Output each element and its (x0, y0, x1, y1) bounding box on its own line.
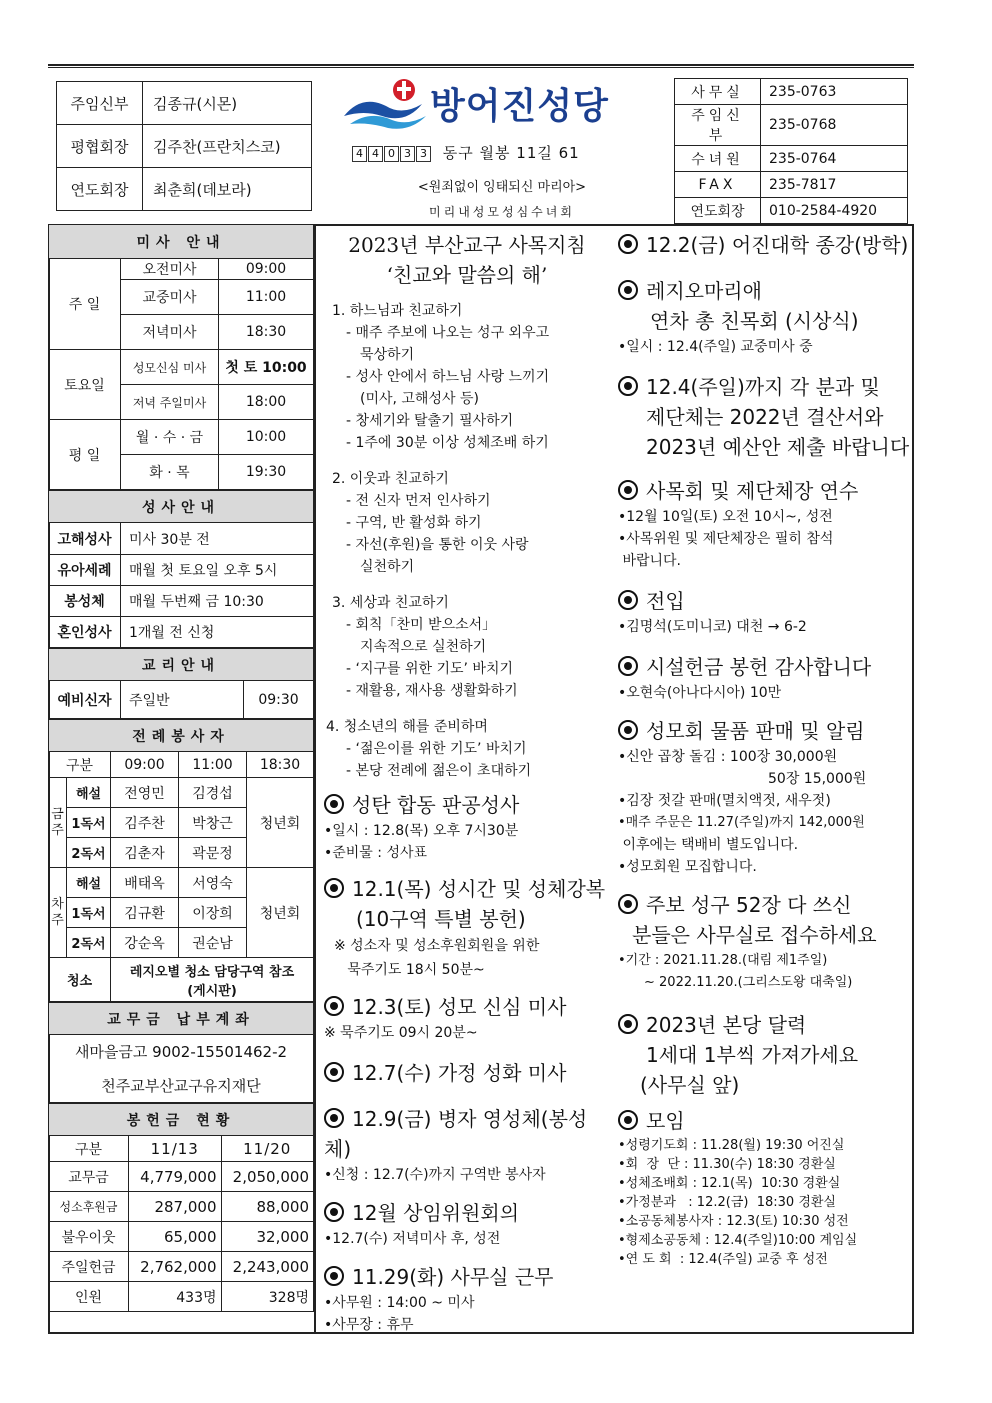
bullet-icon (618, 280, 638, 300)
notice-line: •12.7(수) 저녁미사 후, 성전 (324, 1231, 501, 1247)
bullet-icon (324, 878, 344, 898)
mass-time: 18:00 (219, 385, 314, 420)
account-title: 교무금 납부계좌 (49, 1003, 314, 1035)
catechism-title: 교리안내 (49, 649, 314, 681)
server-name: 강순옥 (111, 928, 179, 958)
role-name: 해설 (67, 778, 111, 808)
mass-time: 09:00 (219, 259, 314, 280)
mass-time: 19:30 (219, 455, 314, 490)
server-name: 김주찬 (111, 808, 179, 838)
guideline-heading: 4. 청소년의 해를 준비하며 (326, 719, 488, 735)
notice-line: •김장 젓갈 판매(멸치액젓, 새우젓) (618, 793, 831, 809)
bullet-icon (324, 996, 344, 1016)
evening-server: 청년회 (247, 778, 314, 868)
server-name: 곽문정 (179, 838, 247, 868)
notice-heading: 12월 상임위원회의 (324, 1198, 610, 1228)
notice-subheading: 제단체는 2022년 결산서와 (646, 405, 884, 429)
server-name: 전영민 (111, 778, 179, 808)
meeting-line: •가정분과 : 12.2(금) 18:30 경환실 (618, 1195, 836, 1210)
phone-number: 010-2584-4920 (761, 198, 908, 224)
next-week-label: 차주 (49, 868, 67, 958)
guideline-heading: 2. 이웃과 친교하기 (332, 471, 449, 487)
server-name: 권순남 (179, 928, 247, 958)
meeting-line: •연 도 회 : 12.4(주일) 교중 후 성전 (618, 1252, 828, 1267)
role-name: 2독서 (67, 928, 111, 958)
zip-digit: 3 (400, 146, 415, 162)
bullet-icon (324, 1202, 344, 1222)
notice-heading: 12.9(금) 병자 영성체(봉성체) (324, 1107, 588, 1161)
meeting-line: •성령기도회 : 11.28(월) 19:30 어진실 (618, 1138, 845, 1153)
mass-time: 10:00 (219, 420, 314, 455)
guideline-heading: 3. 세상과 친교하기 (332, 595, 449, 611)
bullet-icon (618, 1110, 638, 1130)
notice-heading: 2023년 본당 달력 (618, 1010, 910, 1040)
offering-label: 교무금 (49, 1162, 129, 1192)
notice-line: •12월 10일(토) 오전 10시~, 성전 (618, 509, 833, 525)
servers-title: 전례봉사자 (49, 720, 314, 752)
bullet-icon (618, 480, 638, 500)
notice-subheading: 1세대 1부씩 가져가세요 (646, 1043, 859, 1067)
bullet-icon (618, 720, 638, 740)
notice-line: •사목위원 및 제단체장은 필히 참석 (618, 531, 834, 547)
guideline-item: - 본당 전례에 젊은이 초대하기 (346, 763, 532, 779)
meeting-line: •형제소공동체 : 12.4(주일)10:00 계임실 (618, 1233, 858, 1248)
cross-wave-icon (342, 76, 432, 132)
notice-line: 바랍니다. (618, 553, 681, 569)
notice-line: •매주 주문은 11.27(주일)까지 142,000원 (618, 815, 865, 830)
meeting-line: •회 장 단 : 11.30(수) 18:30 경환실 (618, 1157, 836, 1172)
account-table (48, 1002, 314, 1103)
notice-heading: 시설헌금 봉헌 감사합니다 (618, 652, 910, 682)
account-number: 새마을금고 9002-15501462-2 (49, 1035, 314, 1069)
offering-label: 성소후원금 (49, 1192, 129, 1222)
notice-heading: 12.1(목) 성시간 및 성체강복 (324, 874, 610, 904)
sisters-congregation: 미리내성모성심수녀회 (429, 205, 575, 219)
notice-subheading: (10구역 특별 봉헌) (356, 907, 526, 931)
guideline-heading: 1. 하느님과 친교하기 (332, 303, 463, 319)
servers-head: 구분 (49, 752, 111, 778)
guideline-item: 지속적으로 실천하기 (360, 639, 487, 655)
role-label: 연도회장 (57, 168, 143, 211)
catechism-class: 주일반 (121, 681, 244, 719)
sacrament-title: 성사안내 (49, 491, 314, 523)
mass-table (48, 224, 314, 490)
offering-amount: 4,779,000 (129, 1162, 222, 1192)
sunday-label: 주 일 (49, 259, 121, 350)
notice-line: •사무원 : 14:00 ~ 미사 (324, 1295, 475, 1311)
sacrament-info: 매월 두번째 금 10:30 (121, 586, 314, 617)
notice-heading: 12.7(수) 가정 성화 미사 (324, 1058, 610, 1088)
offering-amount: 32,000 (221, 1222, 314, 1252)
bullet-icon (324, 1266, 344, 1286)
phone-label: 주임신부 (675, 105, 761, 146)
guideline-item: - 창세기와 탈출기 필사하기 (346, 413, 514, 429)
sacrament-table (48, 490, 314, 648)
role-value: 최춘희(데보라) (143, 168, 312, 211)
guideline-item: - 자선(후원)을 통한 이웃 사랑 (346, 537, 529, 553)
role-label: 주임신부 (57, 82, 143, 125)
notice-heading: 레지오마리애 (618, 276, 910, 306)
guideline-item: - 전 신자 먼저 인사하기 (346, 493, 491, 509)
role-name: 1독서 (67, 808, 111, 838)
account-holder: 천주교부산교구유지재단 (49, 1069, 314, 1103)
mass-name: 월 · 수 · 금 (121, 420, 219, 455)
notice-line: •준비물 : 성사표 (324, 845, 428, 861)
mass-name: 교중미사 (121, 280, 219, 315)
offering-label: 인원 (49, 1282, 129, 1312)
notice-line: •기간 : 2021.11.28.(대림 제1주일) (618, 953, 828, 968)
notice-line: 묵주기도 18시 50분~ (334, 962, 485, 978)
server-name: 김규환 (111, 898, 179, 928)
catechism-time: 09:30 (244, 681, 314, 719)
notice-line: •김명석(도미니코) 대천 → 6-2 (618, 619, 807, 635)
bullet-icon (324, 794, 344, 814)
notice-heading: 사목회 및 제단체장 연수 (618, 476, 910, 506)
zip-digit: 4 (368, 146, 383, 162)
bullet-icon (618, 234, 638, 254)
servers-table (48, 719, 314, 1002)
motto: <원죄없이 잉태되신 마리아> (417, 180, 587, 195)
phone-label: 연도회장 (675, 198, 761, 224)
role-name: 해설 (67, 868, 111, 898)
phone-label: 수녀원 (675, 146, 761, 172)
sacrament-name: 유아세례 (49, 555, 121, 586)
server-name: 김춘자 (111, 838, 179, 868)
sacrament-name: 고해성사 (49, 523, 121, 555)
notice-line: •일시 : 12.8(목) 오후 7시30분 (324, 823, 519, 839)
evening-server: 청년회 (247, 868, 314, 958)
mass-time: 18:30 (219, 315, 314, 350)
notice-heading: 모임 (618, 1106, 910, 1136)
role-label: 평협회장 (57, 125, 143, 168)
offering-head: 11/13 (129, 1136, 222, 1162)
bullet-icon (324, 1108, 344, 1128)
meeting-line: •성체조배회 : 12.1(목) 10:30 경환실 (618, 1176, 841, 1191)
server-name: 박창근 (179, 808, 247, 838)
notice-heading: 12.4(주일)까지 각 분과 및 (618, 372, 910, 402)
role-name: 1독서 (67, 898, 111, 928)
role-value: 김주찬(프란치스코) (143, 125, 312, 168)
phone-number: 235-0768 (761, 105, 908, 146)
offering-amount: 287,000 (129, 1192, 222, 1222)
left-column (48, 224, 316, 1334)
sacrament-info: 미사 30분 전 (121, 523, 314, 555)
mass-name: 화 · 목 (121, 455, 219, 490)
bullet-icon (618, 656, 638, 676)
zip-digit: 4 (352, 146, 367, 162)
bullet-icon (618, 590, 638, 610)
offering-amount: 2,243,000 (221, 1252, 314, 1282)
notice-line: ~ 2022.11.20.(그리스도왕 대축일) (644, 975, 853, 990)
clergy-table (56, 81, 312, 211)
notice-subheading: 연차 총 친목회 (시상식) (650, 309, 859, 333)
guideline-item: 실천하기 (360, 559, 415, 575)
guideline-item: - 매주 주보에 나오는 성구 외우고 (346, 325, 550, 341)
phone-table (674, 78, 908, 224)
notice-heading: 성탄 합동 판공성사 (324, 790, 610, 820)
notice-subheading: 분들은 사무실로 접수하세요 (632, 923, 877, 947)
phone-label: 사무실 (675, 79, 761, 105)
offering-title: 봉헌금 현황 (49, 1104, 314, 1136)
mass-time: 첫 토 10:00 (219, 350, 314, 385)
bullet-icon (618, 894, 638, 914)
bullet-icon (324, 1062, 344, 1082)
mass-name: 저녁 주일미사 (121, 385, 219, 420)
pastoral-subtitle: ‘친교와 말씀의 해’ (386, 263, 548, 287)
servers-head: 09:00 (111, 752, 179, 778)
mass-title: 미사 안내 (49, 225, 314, 259)
server-name: 서영숙 (179, 868, 247, 898)
mass-name: 오전미사 (121, 259, 219, 280)
role-name: 2독서 (67, 838, 111, 868)
bullet-icon (618, 1014, 638, 1034)
sacrament-name: 혼인성사 (49, 617, 121, 648)
guideline-item: - 구역, 반 활성화 하기 (346, 515, 482, 531)
notice-subheading: (사무실 앞) (640, 1073, 740, 1097)
notice-heading: 11.29(화) 사무실 근무 (324, 1262, 610, 1292)
offering-amount: 65,000 (129, 1222, 222, 1252)
zip-digit: 3 (416, 146, 431, 162)
top-rule (48, 64, 914, 68)
phone-number: 235-7817 (761, 172, 908, 198)
notice-heading: 12.2(금) 어진대학 종강(방학) (618, 230, 910, 260)
phone-number: 235-0763 (761, 79, 908, 105)
guideline-item: - 회칙「찬미 받으소서」 (346, 617, 497, 633)
mass-name: 저녁미사 (121, 315, 219, 350)
guideline-item: - 1주에 30분 이상 성체조배 하기 (346, 435, 549, 451)
sacrament-info: 1개월 전 신청 (121, 617, 314, 648)
offering-amount: 2,050,000 (221, 1162, 314, 1192)
saturday-label: 토요일 (49, 350, 121, 420)
catechism-table (48, 648, 314, 719)
offering-head: 11/20 (221, 1136, 314, 1162)
notice-heading: 전입 (618, 586, 910, 616)
notice-heading: 성모회 물품 판매 및 알림 (618, 716, 910, 746)
phone-label: FAX (675, 172, 761, 198)
notice-heading: 12.3(토) 성모 신심 미사 (324, 992, 610, 1022)
address (352, 142, 652, 163)
church-name: 방어진성당 (430, 86, 609, 127)
bullet-icon (618, 376, 638, 396)
notice-line: •신안 곱창 돌김 : 100장 30,000원 (618, 749, 838, 765)
notice-line: •사무장 : 휴무 (324, 1317, 414, 1333)
guideline-item: - 재활용, 재사용 생활화하기 (346, 683, 518, 699)
cleaning-label: 청소 (49, 958, 111, 1002)
pastoral-title: 2023년 부산교구 사목지침 (348, 233, 586, 257)
guideline-item: - ‘젊은이를 위한 기도’ 바치기 (346, 741, 527, 757)
offering-table (48, 1103, 314, 1312)
mass-time: 11:00 (219, 280, 314, 315)
offering-head: 구분 (49, 1136, 129, 1162)
notice-heading: 주보 성구 52장 다 쓰신 (618, 890, 910, 920)
server-name: 이장희 (179, 898, 247, 928)
notice-line: 50장 15,000원 (768, 771, 867, 787)
servers-head: 11:00 (179, 752, 247, 778)
notice-line: •성모회원 모집합니다. (618, 859, 757, 875)
role-value: 김종규(시몬) (143, 82, 312, 125)
catechism-label: 예비신자 (49, 681, 121, 719)
guideline-item: 묵상하기 (360, 347, 415, 363)
offering-amount: 2,762,000 (129, 1252, 222, 1282)
weekday-label: 평 일 (49, 420, 121, 490)
servers-head: 18:30 (247, 752, 314, 778)
sacrament-name: 봉성체 (49, 586, 121, 617)
meeting-line: •소공동체봉사자 : 12.3(토) 10:30 성전 (618, 1214, 849, 1229)
mass-name: 성모신심 미사 (121, 350, 219, 385)
offering-count: 328명 (221, 1282, 314, 1312)
offering-label: 주일헌금 (49, 1252, 129, 1282)
notice-line: 이후에는 택배비 별도입니다. (618, 837, 799, 853)
notice-line: ※ 성소자 및 성소후원회원을 위한 (334, 938, 540, 954)
notice-line: •신청 : 12.7(수)까지 구역반 봉사자 (324, 1167, 546, 1183)
phone-number: 235-0764 (761, 146, 908, 172)
church-logo (342, 76, 652, 132)
guideline-item: - ‘지구를 위한 기도’ 바치기 (346, 661, 513, 677)
server-name: 김경섭 (179, 778, 247, 808)
right-column (618, 230, 910, 1269)
offering-label: 불우이웃 (49, 1222, 129, 1252)
notice-line: •오현숙(아나다시아) 10만 (618, 685, 782, 701)
server-name: 배태옥 (111, 868, 179, 898)
guideline-item: - 성사 안에서 하느님 사랑 느끼기 (346, 369, 550, 385)
middle-column (324, 230, 610, 1336)
address-text: 동구 월봉 11길 61 (442, 144, 580, 162)
notice-subheading: 2023년 예산안 제출 바랍니다 (646, 435, 910, 459)
offering-amount: 88,000 (221, 1192, 314, 1222)
this-week-label: 금주 (49, 778, 67, 868)
guideline-item: (미사, 고해성사 등) (360, 391, 479, 407)
zip-digit: 0 (384, 146, 399, 162)
notice-line: •일시 : 12.4(주일) 교중미사 중 (618, 339, 813, 355)
offering-count: 433명 (129, 1282, 222, 1312)
sacrament-info: 매월 첫 토요일 오후 5시 (121, 555, 314, 586)
notice-line: ※ 묵주기도 09시 20분~ (324, 1025, 478, 1041)
cleaning-info: 레지오별 청소 담당구역 참조 (게시판) (111, 958, 314, 1002)
